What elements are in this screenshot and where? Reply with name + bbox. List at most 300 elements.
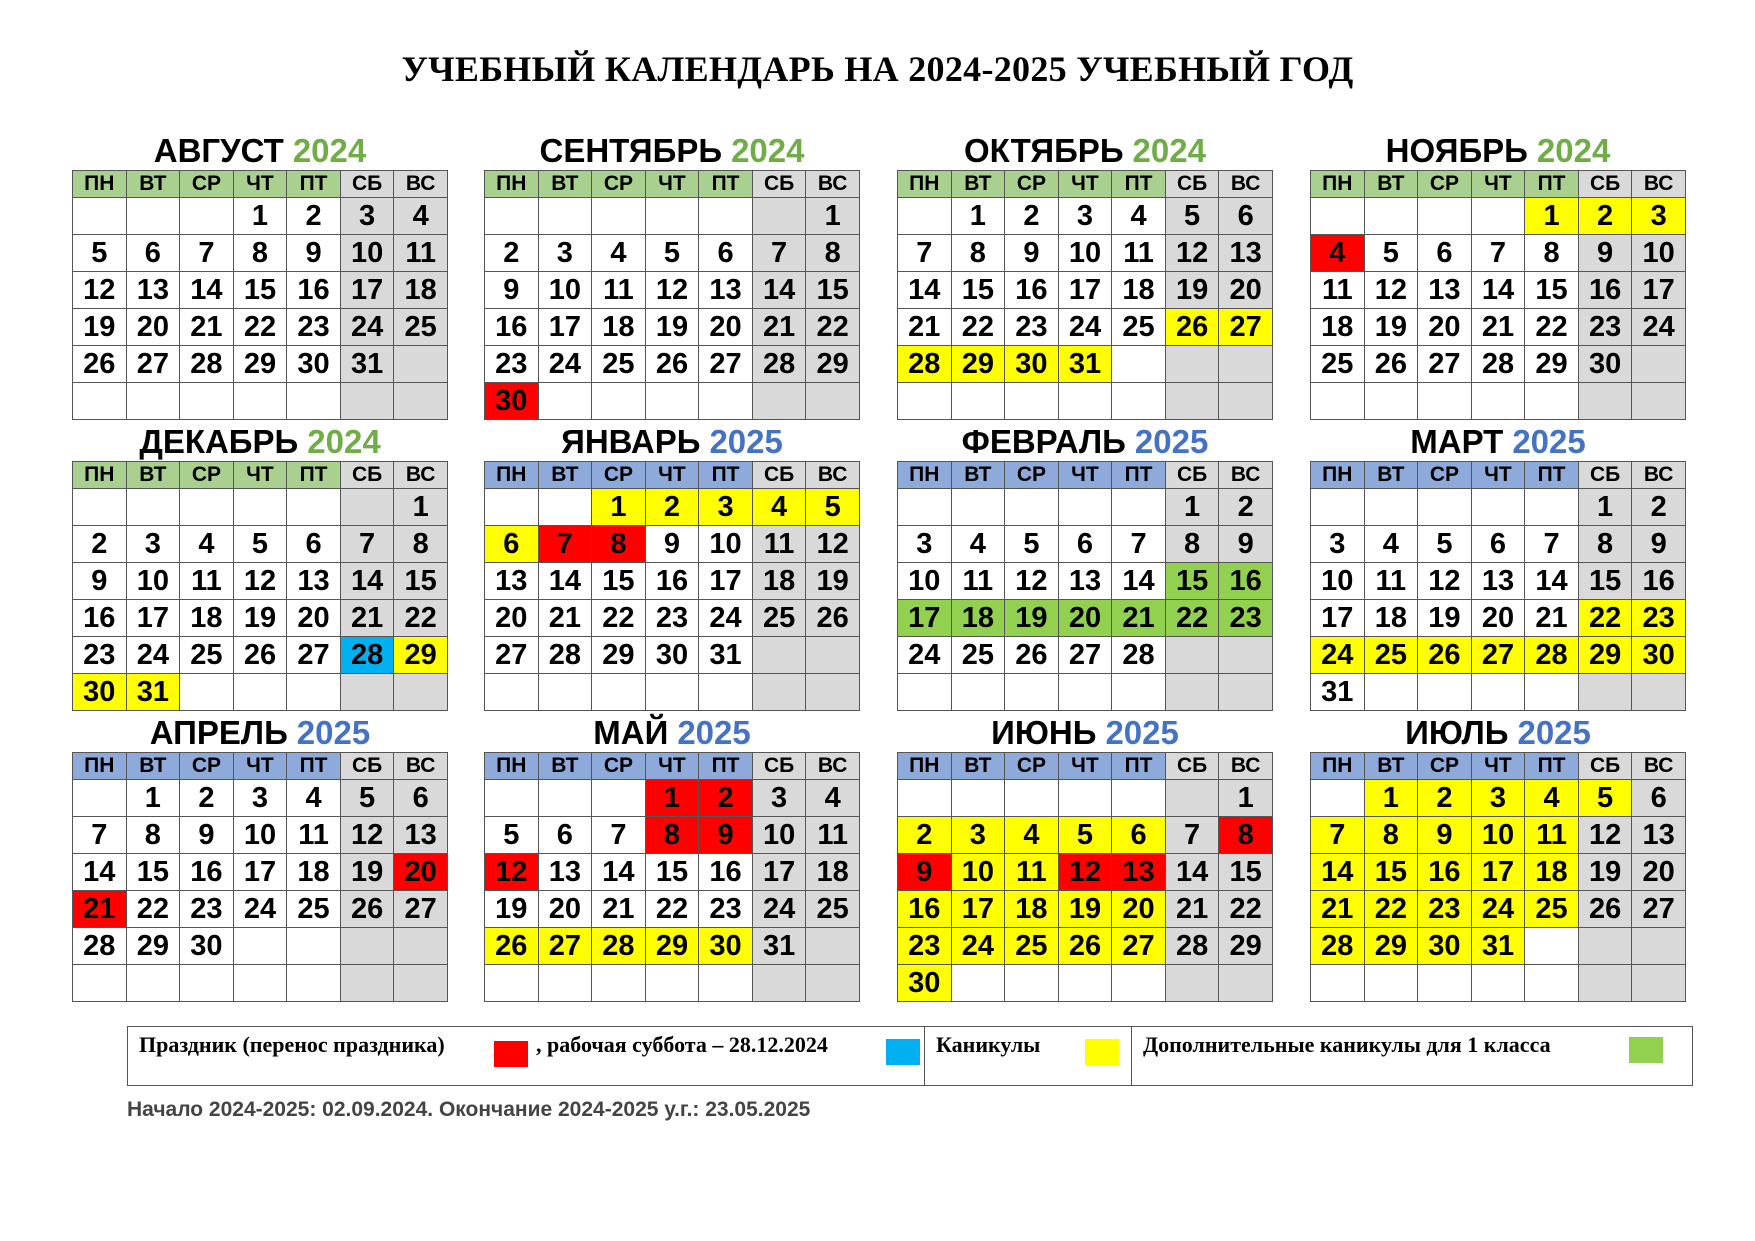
day-cell: 9 <box>699 817 753 854</box>
day-cell: 15 <box>1219 854 1273 891</box>
empty-day-cell <box>951 383 1005 420</box>
day-cell: 12 <box>340 817 394 854</box>
day-cell: 17 <box>1471 854 1525 891</box>
day-cell: 17 <box>126 600 180 637</box>
extra-vacation-swatch <box>1629 1037 1663 1063</box>
empty-day-cell <box>1632 674 1686 711</box>
weekday-header: ВС <box>394 171 448 198</box>
weekday-header: СБ <box>752 753 806 780</box>
day-cell: 27 <box>538 928 592 965</box>
month-year: 2025 <box>1512 423 1586 460</box>
day-cell: 5 <box>485 817 539 854</box>
day-cell: 7 <box>1471 235 1525 272</box>
day-cell: 15 <box>645 854 699 891</box>
day-cell: 31 <box>1471 928 1525 965</box>
empty-day-cell <box>1418 965 1472 1002</box>
day-cell: 22 <box>1165 600 1219 637</box>
empty-day-cell <box>233 489 287 526</box>
empty-day-cell <box>1112 346 1166 383</box>
day-cell: 23 <box>287 309 341 346</box>
weekday-header: ПТ <box>1525 171 1579 198</box>
month-name: АВГУСТ <box>153 132 284 169</box>
holiday-swatch <box>494 1041 528 1067</box>
day-cell: 25 <box>951 637 1005 674</box>
empty-day-cell <box>592 198 646 235</box>
day-cell: 21 <box>538 600 592 637</box>
empty-day-cell <box>538 965 592 1002</box>
empty-day-cell <box>1311 383 1365 420</box>
day-cell: 20 <box>699 309 753 346</box>
weekday-header: ЧТ <box>1471 171 1525 198</box>
day-cell: 22 <box>394 600 448 637</box>
month-name: АПРЕЛЬ <box>149 714 288 751</box>
empty-day-cell <box>287 383 341 420</box>
day-cell: 1 <box>645 780 699 817</box>
day-cell: 14 <box>1165 854 1219 891</box>
weekday-header: ЧТ <box>1058 753 1112 780</box>
empty-day-cell <box>1219 637 1273 674</box>
weekday-header: ЧТ <box>645 171 699 198</box>
weekday-header: СР <box>1005 753 1059 780</box>
month-october <box>897 132 1273 420</box>
empty-day-cell <box>699 383 753 420</box>
empty-day-cell <box>538 489 592 526</box>
day-cell: 2 <box>1418 780 1472 817</box>
weekday-header: ПН <box>898 753 952 780</box>
day-cell: 22 <box>233 309 287 346</box>
day-cell: 15 <box>592 563 646 600</box>
weekday-header: ЧТ <box>1058 171 1112 198</box>
month-grid <box>1310 752 1686 1002</box>
day-cell: 30 <box>180 928 234 965</box>
day-cell: 7 <box>340 526 394 563</box>
day-cell: 12 <box>1058 854 1112 891</box>
empty-day-cell <box>1058 674 1112 711</box>
weekday-header: ВТ <box>1364 171 1418 198</box>
empty-day-cell <box>287 489 341 526</box>
day-cell: 10 <box>951 854 1005 891</box>
empty-day-cell <box>1471 383 1525 420</box>
weekday-header: ПН <box>73 462 127 489</box>
day-cell: 13 <box>1632 817 1686 854</box>
month-title <box>1310 132 1686 170</box>
empty-day-cell <box>951 489 1005 526</box>
empty-day-cell <box>1005 674 1059 711</box>
day-cell: 7 <box>180 235 234 272</box>
weekday-header: ЧТ <box>645 462 699 489</box>
day-cell: 12 <box>485 854 539 891</box>
weekday-header: ЧТ <box>233 171 287 198</box>
day-cell: 29 <box>1578 637 1632 674</box>
weekday-header: ПН <box>1311 753 1365 780</box>
month-year: 2025 <box>709 423 783 460</box>
empty-day-cell <box>592 780 646 817</box>
day-cell: 22 <box>1219 891 1273 928</box>
month-name: ОКТЯБРЬ <box>964 132 1124 169</box>
day-cell: 28 <box>752 346 806 383</box>
day-cell: 11 <box>180 563 234 600</box>
month-july <box>1310 714 1686 1002</box>
empty-day-cell <box>233 383 287 420</box>
empty-day-cell <box>1525 928 1579 965</box>
weekday-header: СР <box>1418 753 1472 780</box>
month-name: НОЯБРЬ <box>1385 132 1528 169</box>
day-cell: 21 <box>1165 891 1219 928</box>
day-cell: 27 <box>1058 637 1112 674</box>
day-cell: 28 <box>180 346 234 383</box>
day-cell: 14 <box>898 272 952 309</box>
month-name: ДЕКАБРЬ <box>139 423 299 460</box>
empty-day-cell <box>1112 965 1166 1002</box>
day-cell: 29 <box>951 346 1005 383</box>
day-cell: 8 <box>951 235 1005 272</box>
month-year: 2024 <box>307 423 381 460</box>
day-cell: 31 <box>1311 674 1365 711</box>
day-cell: 24 <box>898 637 952 674</box>
day-cell: 12 <box>806 526 860 563</box>
empty-day-cell <box>73 198 127 235</box>
day-cell: 31 <box>340 346 394 383</box>
weekday-header: ВС <box>1219 462 1273 489</box>
day-cell: 19 <box>1578 854 1632 891</box>
day-cell: 19 <box>1418 600 1472 637</box>
month-name: ИЮЛЬ <box>1405 714 1509 751</box>
empty-day-cell <box>752 637 806 674</box>
empty-day-cell <box>394 965 448 1002</box>
day-cell: 10 <box>1058 235 1112 272</box>
day-cell: 3 <box>1311 526 1365 563</box>
day-cell: 10 <box>1471 817 1525 854</box>
day-cell: 8 <box>1219 817 1273 854</box>
day-cell: 24 <box>1471 891 1525 928</box>
weekday-header: ПТ <box>699 753 753 780</box>
day-cell: 16 <box>180 854 234 891</box>
empty-day-cell <box>1418 383 1472 420</box>
day-cell: 1 <box>1165 489 1219 526</box>
day-cell: 12 <box>1418 563 1472 600</box>
empty-day-cell <box>645 674 699 711</box>
empty-day-cell <box>538 780 592 817</box>
day-cell: 29 <box>806 346 860 383</box>
day-cell: 26 <box>73 346 127 383</box>
day-cell: 27 <box>287 637 341 674</box>
day-cell: 12 <box>1005 563 1059 600</box>
day-cell: 4 <box>951 526 1005 563</box>
empty-day-cell <box>699 965 753 1002</box>
day-cell: 15 <box>394 563 448 600</box>
empty-day-cell <box>485 965 539 1002</box>
day-cell: 28 <box>1471 346 1525 383</box>
empty-day-cell <box>1578 965 1632 1002</box>
day-cell: 29 <box>233 346 287 383</box>
day-cell: 27 <box>1112 928 1166 965</box>
empty-day-cell <box>340 489 394 526</box>
day-cell: 5 <box>1418 526 1472 563</box>
day-cell: 19 <box>340 854 394 891</box>
weekday-header: ПН <box>1311 171 1365 198</box>
day-cell: 22 <box>1525 309 1579 346</box>
weekday-header: ВТ <box>538 462 592 489</box>
day-cell: 8 <box>1578 526 1632 563</box>
empty-day-cell <box>126 965 180 1002</box>
day-cell: 24 <box>538 346 592 383</box>
day-cell: 6 <box>1219 198 1273 235</box>
day-cell: 26 <box>485 928 539 965</box>
day-cell: 12 <box>1578 817 1632 854</box>
day-cell: 12 <box>1165 235 1219 272</box>
empty-day-cell <box>1418 489 1472 526</box>
month-grid <box>484 461 860 711</box>
day-cell: 20 <box>1219 272 1273 309</box>
weekday-header: ПТ <box>1525 462 1579 489</box>
day-cell: 9 <box>645 526 699 563</box>
empty-day-cell <box>1632 965 1686 1002</box>
empty-day-cell <box>592 965 646 1002</box>
day-cell: 4 <box>752 489 806 526</box>
day-cell: 8 <box>126 817 180 854</box>
day-cell: 7 <box>1311 817 1365 854</box>
day-cell: 21 <box>1112 600 1166 637</box>
day-cell: 5 <box>1364 235 1418 272</box>
empty-day-cell <box>1058 383 1112 420</box>
month-year: 2024 <box>292 132 367 169</box>
day-cell: 26 <box>1005 637 1059 674</box>
empty-day-cell <box>73 965 127 1002</box>
month-title <box>484 132 860 170</box>
day-cell: 3 <box>898 526 952 563</box>
day-cell: 14 <box>1471 272 1525 309</box>
day-cell: 11 <box>287 817 341 854</box>
day-cell: 14 <box>1311 854 1365 891</box>
month-february <box>897 423 1273 711</box>
day-cell: 13 <box>538 854 592 891</box>
empty-day-cell <box>287 928 341 965</box>
weekday-header: ВС <box>806 462 860 489</box>
empty-day-cell <box>287 965 341 1002</box>
day-cell: 4 <box>592 235 646 272</box>
weekday-header: ПТ <box>1112 462 1166 489</box>
weekday-header: ВС <box>1632 171 1686 198</box>
empty-day-cell <box>806 965 860 1002</box>
day-cell: 23 <box>645 600 699 637</box>
day-cell: 31 <box>752 928 806 965</box>
empty-day-cell <box>180 198 234 235</box>
weekday-header: ПН <box>1311 462 1365 489</box>
day-cell: 26 <box>1364 346 1418 383</box>
month-name: МАЙ <box>593 714 669 751</box>
day-cell: 30 <box>1418 928 1472 965</box>
month-grid <box>897 461 1273 711</box>
empty-day-cell <box>898 674 952 711</box>
empty-day-cell <box>1364 198 1418 235</box>
day-cell: 6 <box>394 780 448 817</box>
month-april <box>72 714 448 1002</box>
day-cell: 22 <box>592 600 646 637</box>
day-cell: 10 <box>898 563 952 600</box>
day-cell: 29 <box>645 928 699 965</box>
empty-day-cell <box>485 780 539 817</box>
day-cell: 16 <box>73 600 127 637</box>
empty-day-cell <box>394 383 448 420</box>
empty-day-cell <box>752 965 806 1002</box>
day-cell: 21 <box>1311 891 1365 928</box>
month-year: 2024 <box>731 132 805 169</box>
day-cell: 4 <box>394 198 448 235</box>
day-cell: 16 <box>1632 563 1686 600</box>
day-cell: 15 <box>806 272 860 309</box>
weekday-header: ЧТ <box>233 753 287 780</box>
weekday-header: ВТ <box>126 462 180 489</box>
month-september <box>484 132 860 420</box>
weekday-header: СР <box>592 462 646 489</box>
empty-day-cell <box>340 674 394 711</box>
day-cell: 18 <box>951 600 1005 637</box>
day-cell: 26 <box>806 600 860 637</box>
day-cell: 21 <box>340 600 394 637</box>
month-grid <box>484 170 860 420</box>
day-cell: 30 <box>699 928 753 965</box>
empty-day-cell <box>340 965 394 1002</box>
empty-day-cell <box>1165 674 1219 711</box>
empty-day-cell <box>1165 965 1219 1002</box>
weekday-header: ВС <box>1219 171 1273 198</box>
day-cell: 13 <box>1471 563 1525 600</box>
weekday-header: ПТ <box>699 171 753 198</box>
day-cell: 14 <box>340 563 394 600</box>
day-cell: 25 <box>752 600 806 637</box>
weekday-header: ЧТ <box>1058 462 1112 489</box>
day-cell: 10 <box>1311 563 1365 600</box>
day-cell: 17 <box>233 854 287 891</box>
day-cell: 10 <box>752 817 806 854</box>
day-cell: 29 <box>1219 928 1273 965</box>
weekday-header: ВТ <box>538 753 592 780</box>
month-grid <box>1310 461 1686 711</box>
day-cell: 11 <box>1005 854 1059 891</box>
month-december <box>72 423 448 711</box>
month-grid <box>1310 170 1686 420</box>
empty-day-cell <box>1418 198 1472 235</box>
month-name: ЯНВАРЬ <box>561 423 701 460</box>
day-cell: 15 <box>1525 272 1579 309</box>
month-title <box>72 423 448 461</box>
weekday-header: СБ <box>340 171 394 198</box>
empty-day-cell <box>287 674 341 711</box>
empty-day-cell <box>538 383 592 420</box>
day-cell: 22 <box>806 309 860 346</box>
empty-day-cell <box>1578 383 1632 420</box>
weekday-header: ВС <box>1632 753 1686 780</box>
day-cell: 17 <box>340 272 394 309</box>
day-cell: 16 <box>1219 563 1273 600</box>
day-cell: 2 <box>180 780 234 817</box>
day-cell: 31 <box>126 674 180 711</box>
empty-day-cell <box>1112 383 1166 420</box>
day-cell: 3 <box>1632 198 1686 235</box>
empty-day-cell <box>592 383 646 420</box>
empty-day-cell <box>340 928 394 965</box>
empty-day-cell <box>806 674 860 711</box>
day-cell: 3 <box>752 780 806 817</box>
day-cell: 2 <box>287 198 341 235</box>
day-cell: 3 <box>699 489 753 526</box>
empty-day-cell <box>233 928 287 965</box>
day-cell: 23 <box>699 891 753 928</box>
empty-day-cell <box>1058 489 1112 526</box>
month-june <box>897 714 1273 1002</box>
weekday-header: ПТ <box>1525 753 1579 780</box>
day-cell: 4 <box>806 780 860 817</box>
day-cell: 1 <box>1219 780 1273 817</box>
day-cell: 7 <box>592 817 646 854</box>
day-cell: 16 <box>1418 854 1472 891</box>
day-cell: 21 <box>1471 309 1525 346</box>
weekday-header: ПТ <box>1112 171 1166 198</box>
page-title: УЧЕБНЫЙ КАЛЕНДАРЬ НА 2024-2025 УЧЕБНЫЙ ГОД <box>401 49 1354 89</box>
day-cell: 5 <box>645 235 699 272</box>
day-cell: 20 <box>538 891 592 928</box>
month-year: 2025 <box>1105 714 1179 751</box>
day-cell: 21 <box>898 309 952 346</box>
empty-day-cell <box>538 198 592 235</box>
day-cell: 10 <box>233 817 287 854</box>
day-cell: 18 <box>1525 854 1579 891</box>
day-cell: 26 <box>1578 891 1632 928</box>
day-cell: 22 <box>951 309 1005 346</box>
day-cell: 19 <box>645 309 699 346</box>
day-cell: 30 <box>73 674 127 711</box>
weekday-header: СР <box>1418 462 1472 489</box>
weekday-header: СР <box>1418 171 1472 198</box>
empty-day-cell <box>538 674 592 711</box>
weekday-header: СБ <box>752 462 806 489</box>
legend-vacation-label: Каникулы <box>936 1032 1041 1057</box>
empty-day-cell <box>699 198 753 235</box>
weekday-header: СР <box>180 753 234 780</box>
day-cell: 13 <box>394 817 448 854</box>
day-cell: 24 <box>951 928 1005 965</box>
footer-dates: Начало 2024-2025: 02.09.2024. Окончание 2024-2025 у.г.: 23.05.2025 <box>127 1098 811 1121</box>
day-cell: 5 <box>233 526 287 563</box>
empty-day-cell <box>1632 928 1686 965</box>
month-name: МАРТ <box>1410 423 1504 460</box>
day-cell: 18 <box>180 600 234 637</box>
day-cell: 9 <box>1219 526 1273 563</box>
day-cell: 12 <box>233 563 287 600</box>
weekday-header: ПН <box>898 462 952 489</box>
day-cell: 22 <box>126 891 180 928</box>
day-cell: 25 <box>592 346 646 383</box>
day-cell: 23 <box>1632 600 1686 637</box>
weekday-header: ВС <box>394 462 448 489</box>
weekday-header: СР <box>180 462 234 489</box>
weekday-header: ВС <box>394 753 448 780</box>
day-cell: 20 <box>394 854 448 891</box>
day-cell: 24 <box>233 891 287 928</box>
weekday-header: ВТ <box>126 753 180 780</box>
day-cell: 27 <box>699 346 753 383</box>
weekday-header: ПТ <box>287 171 341 198</box>
day-cell: 27 <box>485 637 539 674</box>
legend-vacation-cell <box>925 1027 1132 1085</box>
day-cell: 7 <box>1112 526 1166 563</box>
weekday-header: ПТ <box>699 462 753 489</box>
weekday-header: ВС <box>1219 753 1273 780</box>
empty-day-cell <box>1364 383 1418 420</box>
day-cell: 8 <box>394 526 448 563</box>
day-cell: 28 <box>592 928 646 965</box>
day-cell: 10 <box>699 526 753 563</box>
